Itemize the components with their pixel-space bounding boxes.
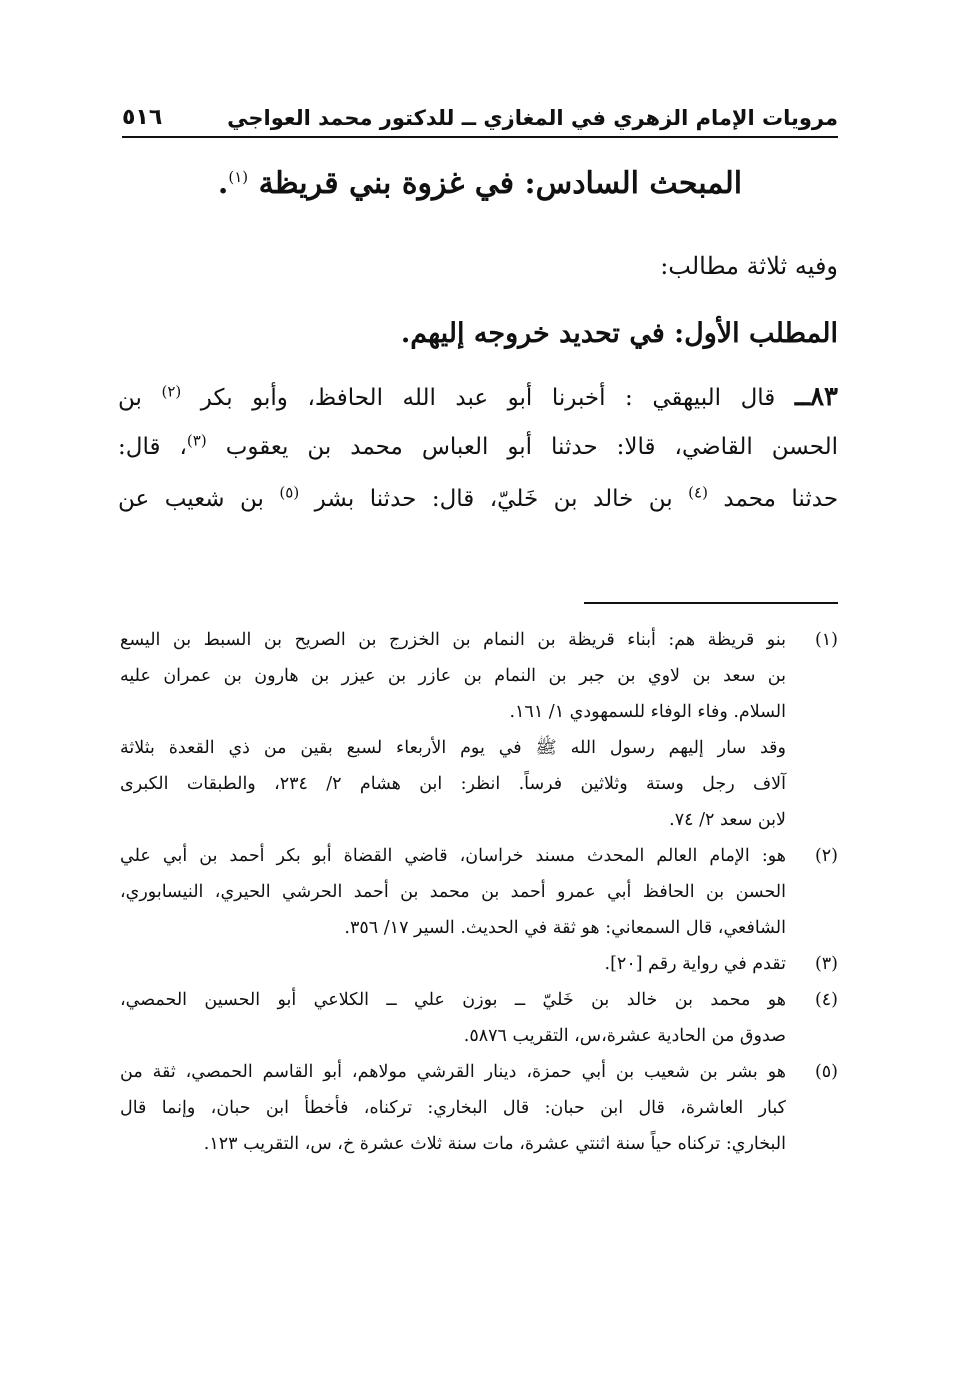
footnote-line: آلاف رجل وستة وثلاثين فرساً. انظر: ابن هشام ٢/ ٢٣٤، والطبقات الكبرى <box>120 774 786 794</box>
section-title-text: المبحث السادس: في غزوة بني قريظة <box>258 166 743 201</box>
footnote-line: هو: الإمام العالم المحدث مسند خراسان، قاضي القضاة أبو بكر أحمد بن أبي علي <box>120 846 786 866</box>
footnote-body <box>120 838 786 946</box>
footnote-number: (٣) <box>814 954 838 974</box>
body-line-1 <box>118 382 838 412</box>
footnote-body <box>120 1054 786 1162</box>
body-line-2 <box>118 431 839 460</box>
footnote-2 <box>120 838 838 946</box>
footnote-ref-5[interactable]: (٥) <box>279 483 300 502</box>
footnote-line: السلام. وفاء الوفاء للسمهودي ١/ ١٦١. <box>509 702 786 722</box>
footnote-line: بنو قريظة هم: أبناء قريظة بن النمام بن الخزرج بن الصريح بن السبط بن اليسع <box>120 630 786 650</box>
footnote-line: الشافعي، قال السمعاني: هو ثقة في الحديث. السير ١٧/ ٣٥٦. <box>344 918 786 938</box>
footnote-line: لابن سعد ٢/ ٧٤. <box>669 810 786 830</box>
footnote-line: كبار العاشرة، قال ابن حبان: قال البخاري: تركناه، فأخطأ ابن حبان، وإنما قال <box>120 1098 786 1118</box>
page-number: ٥١٦ <box>122 105 163 130</box>
footnote-number: (٢) <box>814 846 838 866</box>
section-title <box>122 166 838 201</box>
footnote-4 <box>120 982 838 1054</box>
footnote-body <box>120 946 786 982</box>
body-text: قال البيهقي : أخبرنا أبو عبد الله الحافظ، وأبو بكر <box>200 385 776 411</box>
intro-line: وفيه ثلاثة مطالب: <box>660 252 838 280</box>
body-text: بن خالد بن خَليّ، قال: حدثنا بشر <box>314 486 673 512</box>
footnote-ref-1[interactable]: (١) <box>228 168 249 186</box>
footnote-line: هو بشر بن شعيب بن أبي حمزة، دينار القرشي مولاهم، أبو القاسم الحمصي، ثقة من <box>120 1062 786 1082</box>
footnote-ref-4[interactable]: (٤) <box>688 483 708 502</box>
footnote-line: البخاري: تركناه حياً سنة اثنتي عشرة، مات سنة ثلاث عشرة خ، س، التقريب ١٢٣. <box>203 1134 786 1154</box>
footnote-line: بن سعد بن لاوي بن جبر بن النمام بن عازر بن عيزر بن هارون بن عمران عليه <box>120 666 786 686</box>
footnote-line: تقدم في رواية رقم [٢٠]. <box>604 954 786 974</box>
footnote-line: الحسن بن الحافظ أبي عمرو أحمد بن محمد بن أحمد الحرشي الحيري، النيسابوري، <box>120 882 786 902</box>
subsection-title: المطلب الأول: في تحديد خروجه إليهم. <box>400 318 838 349</box>
section-title-end: . <box>217 166 229 201</box>
footnote-5 <box>120 1054 838 1162</box>
footnote-body <box>120 982 786 1054</box>
footnote-number: (٤) <box>814 990 838 1010</box>
body-text: بن شعيب عن <box>118 486 264 512</box>
footnote-number: (٥) <box>814 1062 838 1082</box>
body-text: حدثنا محمد <box>723 486 839 512</box>
footnote-ref-3[interactable]: (٣) <box>186 431 207 450</box>
body-text: الحسن القاضي، قالا: حدثنا أبو العباس محمد بن يعقوب <box>225 434 839 460</box>
body-text: ، قال: <box>118 434 187 460</box>
page-header <box>122 98 838 138</box>
footnote-separator <box>584 602 838 604</box>
footnote-line: صدوق من الحادية عشرة،س، التقريب ٥٨٧٦. <box>463 1026 786 1046</box>
hadith-number: ٨٣ــ <box>794 382 839 412</box>
body-text: بن <box>118 385 142 411</box>
body-line-3 <box>118 483 839 512</box>
footnote-line: هو محمد بن خالد بن خَليّ ــ بوزن علي ــ الكلاعي أبو الحسين الحمصي، <box>120 990 786 1010</box>
footnotes <box>120 622 838 1162</box>
footnote-body <box>120 622 786 838</box>
running-title: مرويات الإمام الزهري في المغازي ــ للدكتور محمد العواجي <box>227 106 838 130</box>
footnote-number: (١) <box>814 630 838 650</box>
footnote-1 <box>120 622 838 838</box>
footnote-3 <box>120 946 838 982</box>
footnote-line: وقد سار إليهم رسول الله ﷺ في يوم الأربعاء لسبع بقين من ذي القعدة بثلاثة <box>120 738 786 758</box>
footnote-ref-2[interactable]: (٢) <box>161 382 182 401</box>
